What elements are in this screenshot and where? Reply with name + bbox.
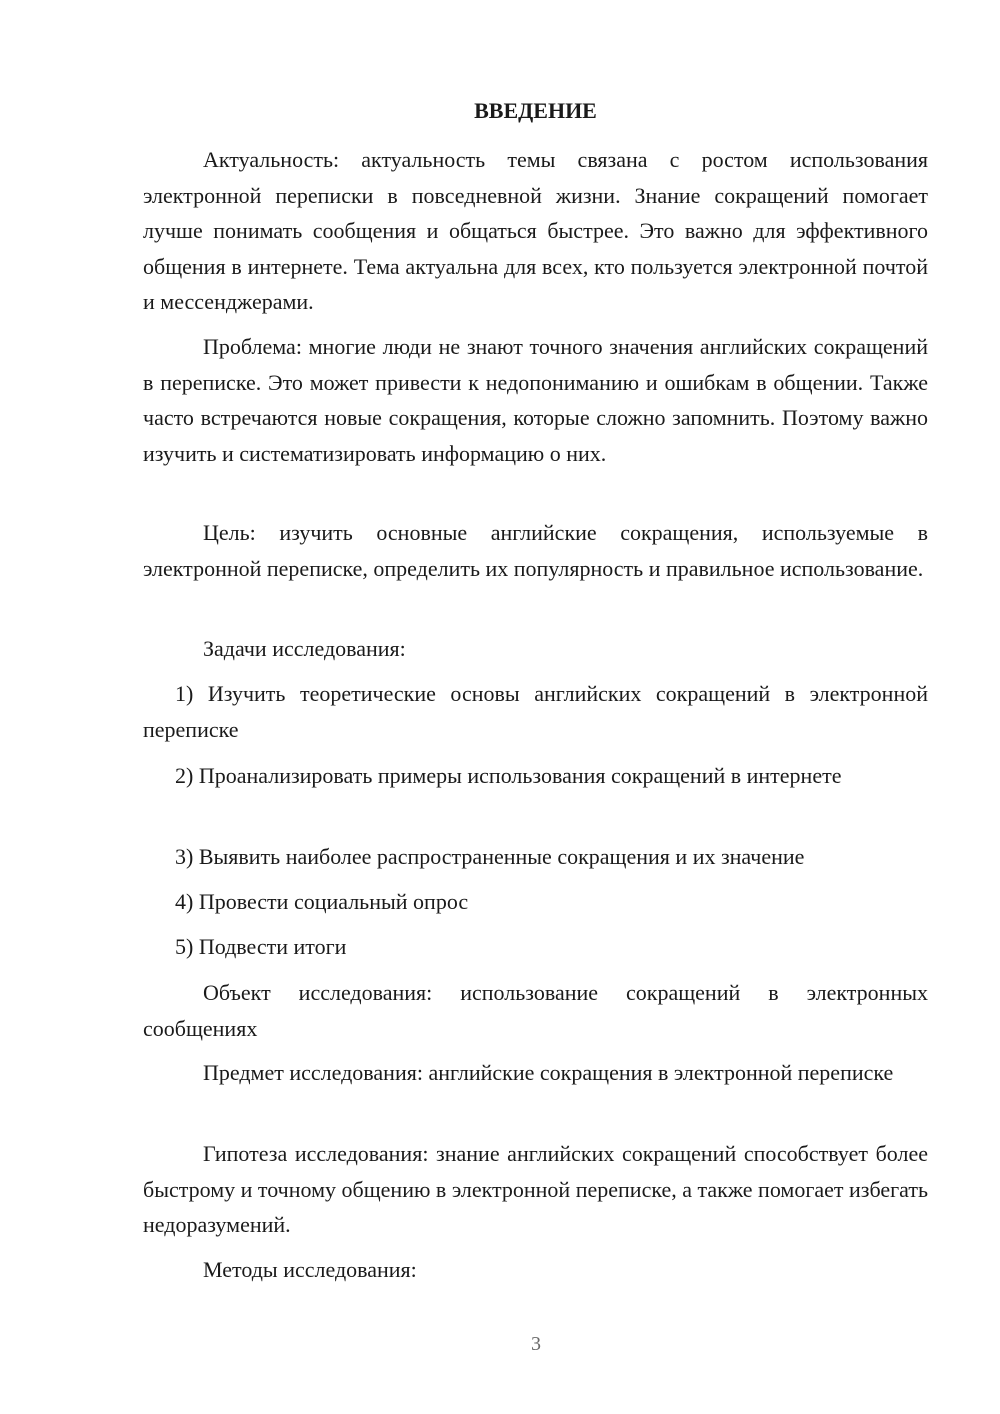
task-item-4: 4) Провести социальный опрос <box>175 889 469 914</box>
task-item-2: 2) Проанализировать примеры использования сокращений в интернете <box>175 763 842 788</box>
actuality-paragraph: Актуальность: актуальность темы связана с ростом использования электронной переписки в повседневной жизни. Знание сокращений помогает лучше понимать сообщения и общаться быстрее. Это важно для эффективного общения в интернете. Тема актуальна для всех, кто пользуется электронной почтой и мессенджерами. <box>143 147 928 315</box>
tasks-heading: Задачи исследования: <box>203 636 406 661</box>
hypothesis-paragraph: Гипотеза исследования: знание английских сокращений способствует более быстрому и точному общению в электронной переписке, а также помогает избегать недоразумений. <box>143 1141 928 1238</box>
problem-paragraph: Проблема: многие люди не знают точного значения английских сокращений в переписке. Это может привести к недопониманию и ошибкам в общении. Также часто встречаются новые сокращения, которые сложно запомнить. Поэтому важно изучить и систематизировать информацию о них. <box>143 334 928 466</box>
goal-paragraph: Цель: изучить основные английские сокращения, используемые в электронной переписке, определить их популярность и правильное использование. <box>143 520 928 581</box>
methods-heading: Методы исследования: <box>203 1257 417 1282</box>
object-paragraph: Объект исследования: использование сокращений в электронных сообщениях <box>143 980 928 1041</box>
page-title: ВВЕДЕНИЕ <box>474 98 597 123</box>
task-item-3: 3) Выявить наиболее распространенные сокращения и их значение <box>175 844 805 869</box>
task-item-1: 1) Изучить теоретические основы английских сокращений в электронной переписке <box>143 681 928 742</box>
page-number: 3 <box>531 1333 541 1355</box>
task-item-5: 5) Подвести итоги <box>175 934 347 959</box>
subject-paragraph: Предмет исследования: английские сокращения в электронной переписке <box>203 1060 894 1085</box>
